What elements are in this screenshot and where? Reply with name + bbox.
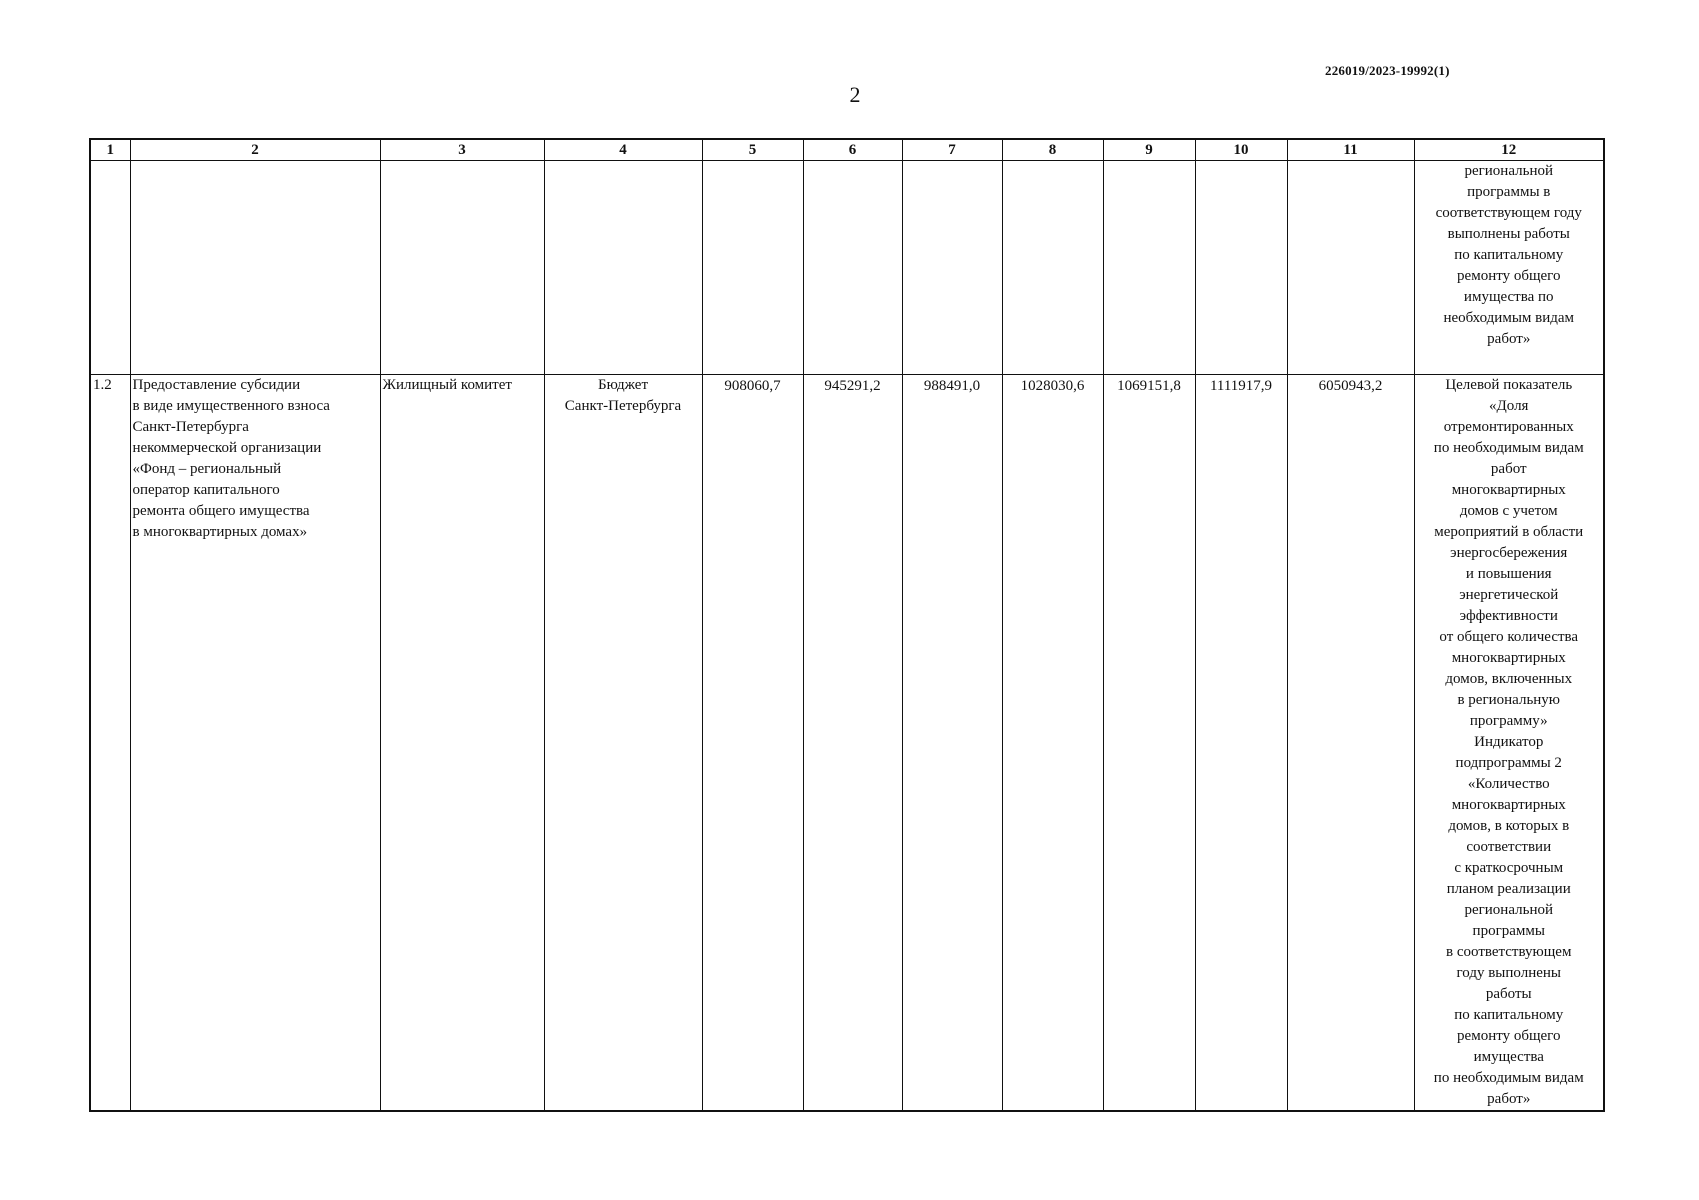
row-number-cell: 1.2	[90, 375, 130, 1112]
year-value-cell: 1111917,9	[1195, 375, 1287, 1112]
program-table	[89, 138, 1605, 1112]
year-value-cell	[1002, 161, 1103, 375]
year-value-cell: 1028030,6	[1002, 375, 1103, 1112]
funding-source-cell: Бюджет Санкт-Петербурга	[544, 375, 702, 1112]
indicator-cell: Целевой показатель «Доля отремонтированных по необходимым видам работ многоквартирных домов с учетом мероприятий в области энергосбережения и повышения энергетической эффективности от общего количества многоквартирных домов, включенных в региональную программу» Индикатор подпрограммы 2 «Количество многоквартирных домов, в которых в соответствии с краткосрочным планом реализации региональной программы в соответствующем году выполнены работы по капитальному ремонту общего имущества по необходимым видам работ»	[1414, 375, 1604, 1112]
document-id: 226019/2023-19992(1)	[1325, 63, 1450, 78]
executor-cell	[380, 161, 544, 375]
table-row	[90, 375, 1604, 1112]
year-value-cell: 945291,2	[803, 375, 902, 1112]
year-value-cell	[803, 161, 902, 375]
year-value-cell: 1069151,8	[1103, 375, 1195, 1112]
column-number: 9	[1103, 139, 1195, 161]
column-number: 3	[380, 139, 544, 161]
column-number-row	[90, 139, 1604, 161]
column-number: 11	[1287, 139, 1414, 161]
column-number: 4	[544, 139, 702, 161]
measure-name-cell	[130, 161, 380, 375]
indicator-cell: региональной программы в соответствующем году выполнены работы по капитальному ремонту общего имущества по необходимым видам работ»	[1414, 161, 1604, 375]
column-number: 5	[702, 139, 803, 161]
column-number: 2	[130, 139, 380, 161]
table-row	[90, 161, 1604, 375]
year-value-cell	[1103, 161, 1195, 375]
year-value-cell	[1195, 161, 1287, 375]
column-number: 7	[902, 139, 1002, 161]
column-number: 10	[1195, 139, 1287, 161]
total-value-cell: 6050943,2	[1287, 375, 1414, 1112]
page-number: 2	[849, 82, 861, 107]
executor-cell: Жилищный комитет	[380, 375, 544, 1112]
year-value-cell: 988491,0	[902, 375, 1002, 1112]
total-value-cell	[1287, 161, 1414, 375]
year-value-cell	[702, 161, 803, 375]
column-number: 12	[1414, 139, 1604, 161]
column-number: 6	[803, 139, 902, 161]
row-number-cell	[90, 161, 130, 375]
measure-name-cell: Предоставление субсидии в виде имущественного взноса Санкт-Петербурга некоммерческой организации «Фонд – региональный оператор капитального ремонта общего имущества в многоквартирных домах»	[130, 375, 380, 1112]
year-value-cell	[902, 161, 1002, 375]
column-number: 8	[1002, 139, 1103, 161]
funding-source-cell	[544, 161, 702, 375]
year-value-cell: 908060,7	[702, 375, 803, 1112]
column-number: 1	[90, 139, 130, 161]
